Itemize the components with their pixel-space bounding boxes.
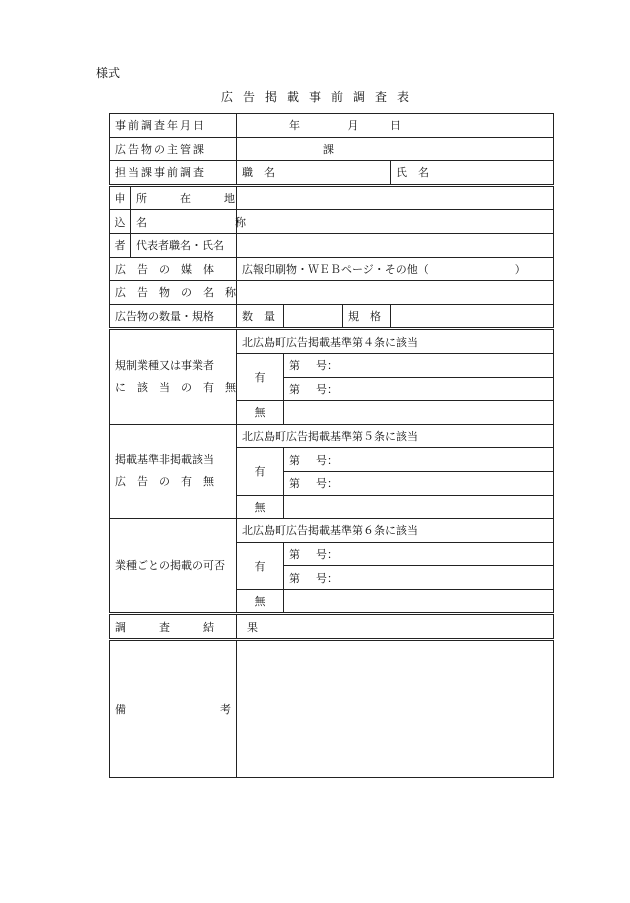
section-1-yes-label: 有 (237, 353, 284, 400)
article-label: 第 (289, 477, 300, 491)
survey-date-label: 事前調査年月日 (110, 114, 237, 138)
number-label: 号： (316, 359, 338, 373)
result-label: 調 査 結 果 (110, 614, 237, 640)
ad-name-field[interactable] (237, 281, 554, 305)
row-remarks (110, 640, 554, 778)
managing-section-field[interactable] (237, 137, 554, 161)
section-1-header: 北広島町広告掲載基準第４条に該当 (237, 329, 554, 354)
applicant-address-field[interactable] (237, 185, 554, 210)
officer-position-field[interactable] (237, 161, 391, 186)
media-field[interactable] (237, 257, 554, 281)
applicant-address-label: 所 在 地 (131, 185, 237, 210)
year-label: 年 (289, 119, 300, 133)
applicant-group-char-1: 申 (110, 185, 131, 210)
number-label: 号： (316, 453, 338, 467)
section-2-label-line-1: 掲載基準非掲載該当 (115, 453, 214, 467)
section-2-label-line-2: 広 告 の 有 無 (115, 475, 214, 489)
section-3-header: 北広島町広告掲載基準第６条に該当 (237, 519, 554, 543)
ad-name-label: 広 告 物 の 名 称 (110, 281, 237, 305)
section-2-no-field[interactable] (284, 495, 554, 519)
name-label: 氏 名 (396, 166, 429, 180)
section-1-no-label: 無 (237, 401, 284, 425)
article-label: 第 (289, 382, 300, 396)
section-1-entry-2[interactable] (284, 377, 554, 401)
article-label: 第 (289, 571, 300, 585)
row-result (110, 614, 554, 640)
row-survey-date (110, 114, 554, 138)
position-label: 職 名 (242, 166, 275, 180)
row-applicant-address (110, 185, 554, 210)
section-2-yes-label: 有 (237, 448, 284, 495)
media-label: 広 告 の 媒 体 (110, 257, 237, 281)
section-3-label-line-1: 業種ごとの掲載の可否 (115, 558, 225, 572)
section-1-entry-1[interactable] (284, 353, 554, 377)
section-3-no-field[interactable] (284, 589, 554, 614)
month-label: 月 (347, 119, 359, 133)
day-label: 日 (390, 119, 401, 133)
remarks-label (110, 640, 237, 778)
form-label: 様式 (96, 66, 121, 80)
number-label: 号： (316, 547, 338, 561)
form-title: 広告掲載事前調査表 (220, 90, 419, 104)
section-2-no-label: 無 (237, 495, 284, 519)
result-field[interactable] (237, 614, 554, 640)
remarks-label-right: 考 (220, 703, 231, 717)
spec-field[interactable] (391, 304, 554, 329)
survey-date-field[interactable] (237, 114, 554, 138)
section-1-label (110, 329, 237, 424)
section-3-yes-label: 有 (237, 542, 284, 589)
number-label: 号： (316, 571, 338, 585)
section-1-label-line-2: に 該 当 の 有 無 (115, 381, 236, 395)
applicant-name-label: 名 称 (131, 210, 237, 234)
officer-name-field[interactable] (391, 161, 554, 186)
applicant-name-field[interactable] (237, 210, 554, 234)
section-1-no-field[interactable] (284, 401, 554, 425)
section-2-label (110, 424, 237, 518)
managing-section-label: 広告物の主管課 (110, 137, 237, 161)
section-3-entry-1[interactable] (284, 542, 554, 566)
media-close-paren: ） (514, 262, 526, 276)
row-applicant-representative (110, 233, 554, 257)
article-label: 第 (289, 453, 300, 467)
row-section-2-header (110, 424, 554, 448)
remarks-field[interactable] (237, 640, 554, 778)
row-section-3-header (110, 519, 554, 543)
row-media (110, 257, 554, 281)
applicant-group-char-2: 込 (110, 210, 131, 234)
section-unit-label: 課 (323, 142, 334, 156)
number-label: 号： (316, 382, 338, 396)
section-3-no-label: 無 (237, 589, 284, 614)
row-ad-name (110, 281, 554, 305)
section-3-entry-2[interactable] (284, 566, 554, 590)
section-2-entry-1[interactable] (284, 448, 554, 472)
row-section-1-header (110, 329, 554, 354)
section-2-header: 北広島町広告掲載基準第５条に該当 (237, 424, 554, 448)
spec-label: 規 格 (343, 304, 391, 329)
row-quantity (110, 304, 554, 329)
applicant-representative-label: 代表者職名・氏名 (131, 233, 237, 257)
row-managing-section (110, 137, 554, 161)
quantity-label: 広告物の数量・規格 (110, 304, 237, 329)
remarks-label-left: 備 (115, 703, 126, 717)
applicant-representative-field[interactable] (237, 233, 554, 257)
applicant-group-char-3: 者 (110, 233, 131, 257)
row-officer (110, 161, 554, 186)
section-3-label (110, 519, 237, 614)
survey-form-table (109, 113, 554, 778)
qty-label: 数 量 (237, 304, 284, 329)
article-label: 第 (289, 547, 300, 561)
section-2-entry-2[interactable] (284, 471, 554, 495)
article-label: 第 (289, 359, 300, 373)
qty-field[interactable] (284, 304, 343, 329)
section-1-label-line-1: 規制業種又は事業者 (115, 359, 214, 373)
media-options: 広報印刷物・ＷＥＢページ・その他（ (242, 262, 429, 276)
row-applicant-name (110, 210, 554, 234)
number-label: 号： (316, 477, 338, 491)
officer-label: 担当課事前調査 (110, 161, 237, 186)
